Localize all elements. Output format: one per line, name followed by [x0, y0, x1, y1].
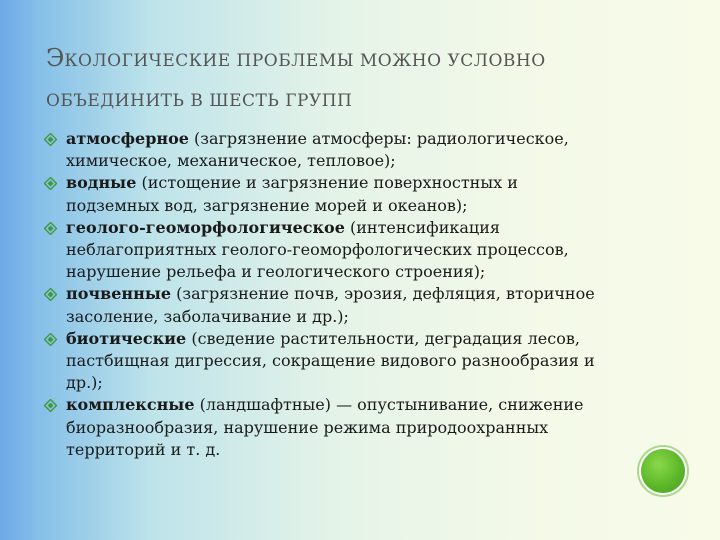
diamond-bullet-icon — [44, 177, 57, 190]
group-description: (ландшафтные) — опустынивание, снижение биоразнообразия, нарушение режима природоохранных территорий и т. д. — [66, 395, 584, 459]
group-term: почвенные — [66, 284, 172, 304]
diamond-bullet-icon — [44, 133, 57, 146]
title-line-2: ОБЪЕДИНИТЬ В ШЕСТЬ ГРУПП — [46, 91, 353, 111]
title-line-1 — [46, 38, 696, 81]
group-description: (загрязнение почв, эрозия, дефляция, вторичное засоление, заболачивание и др.); — [66, 284, 595, 326]
green-circle-icon — [641, 449, 685, 493]
group-term: атмосферное — [66, 129, 189, 148]
title-first-letter: Э — [46, 44, 65, 72]
list-item — [44, 128, 604, 172]
group-description: (сведение растительности, деградация лесов, пастбищная дигрессия, сокращение видового разнообразия и др.); — [66, 328, 595, 393]
group-term: комплексные — [66, 395, 195, 415]
list-item — [44, 328, 604, 395]
diamond-bullet-icon — [44, 399, 57, 412]
list-item — [44, 172, 604, 216]
group-term: водные — [66, 173, 137, 193]
diamond-bullet-icon — [44, 288, 57, 301]
list-item — [44, 283, 604, 327]
group-description: (истощение и загрязнение поверхностных и подземных вод, загрязнение морей и океанов); — [66, 173, 518, 215]
group-term: геолого-геоморфологическое — [66, 217, 345, 237]
group-description: (интенсификация неблагоприятных геолого-геоморфологических процессов, нарушение рельефа и геологического строения); — [66, 217, 569, 282]
group-description: (загрязнение атмосферы: радиологическое, химическое, механическое, тепловое); — [66, 129, 569, 171]
title-line-1-text: КОЛОГИЧЕСКИЕ ПРОБЛЕМЫ МОЖНО УСЛОВНО — [64, 51, 546, 71]
list-item — [44, 217, 604, 284]
list-item — [44, 394, 604, 461]
diamond-bullet-icon — [44, 333, 57, 346]
diamond-bullet-icon — [44, 222, 57, 235]
group-list — [44, 128, 604, 461]
group-term: биотические — [66, 328, 187, 348]
slide-title — [46, 38, 696, 121]
